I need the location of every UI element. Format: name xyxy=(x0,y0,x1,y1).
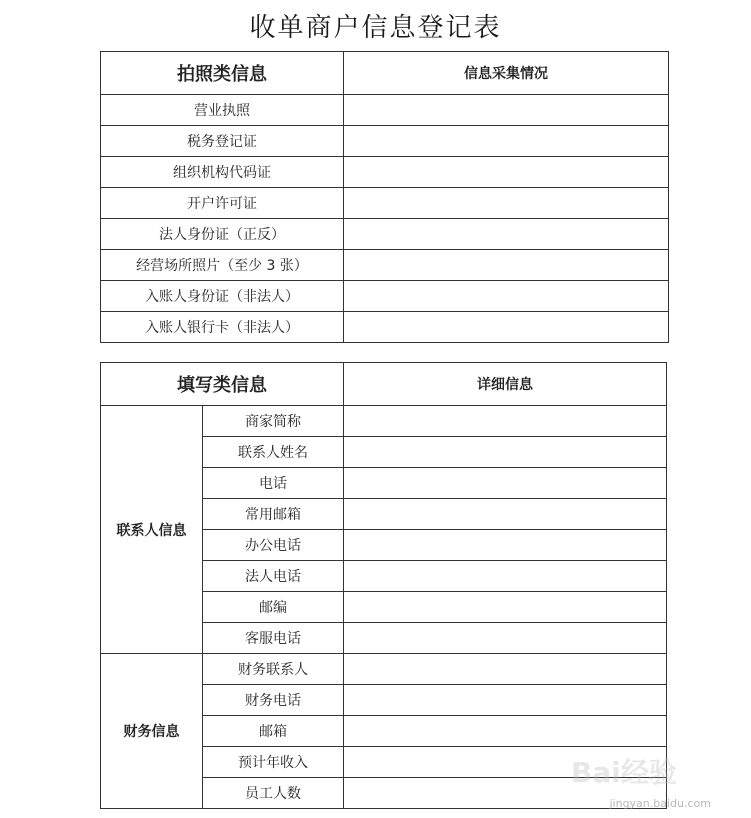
field-value-cell[interactable] xyxy=(344,406,667,437)
field-label: 客服电话 xyxy=(203,623,344,654)
watermark-subtext: jingyan.baidu.com xyxy=(609,797,711,810)
photo-item-label: 入账人身份证（非法人） xyxy=(101,281,344,312)
field-value-cell[interactable] xyxy=(344,561,667,592)
table-row xyxy=(101,281,669,312)
field-label: 联系人姓名 xyxy=(203,437,344,468)
table-row xyxy=(101,654,667,685)
photo-header-right: 信息采集情况 xyxy=(344,52,669,95)
field-label: 邮箱 xyxy=(203,716,344,747)
photo-item-label: 税务登记证 xyxy=(101,126,344,157)
table-row xyxy=(101,250,669,281)
photo-item-label: 开户许可证 xyxy=(101,188,344,219)
photo-item-value-cell[interactable] xyxy=(344,126,669,157)
field-label: 商家简称 xyxy=(203,406,344,437)
fill-header-right: 详细信息 xyxy=(344,363,667,406)
photo-item-label: 经营场所照片（至少 3 张） xyxy=(101,250,344,281)
table-row xyxy=(101,126,669,157)
field-label: 员工人数 xyxy=(203,778,344,809)
photo-item-value-cell[interactable] xyxy=(344,312,669,343)
photo-item-label: 营业执照 xyxy=(101,95,344,126)
fill-header-left: 填写类信息 xyxy=(101,363,344,406)
field-value-cell[interactable] xyxy=(344,592,667,623)
table-header-row xyxy=(101,363,667,406)
field-value-cell[interactable] xyxy=(344,499,667,530)
table-row xyxy=(101,95,669,126)
table-row xyxy=(101,406,667,437)
group-label-contact: 联系人信息 xyxy=(101,406,203,654)
field-value-cell[interactable] xyxy=(344,437,667,468)
field-value-cell[interactable] xyxy=(344,685,667,716)
field-value-cell[interactable] xyxy=(344,468,667,499)
table-row xyxy=(101,157,669,188)
field-value-cell[interactable] xyxy=(344,623,667,654)
photo-item-value-cell[interactable] xyxy=(344,157,669,188)
group-label-finance: 财务信息 xyxy=(101,654,203,809)
field-label: 电话 xyxy=(203,468,344,499)
photo-header-left: 拍照类信息 xyxy=(101,52,344,95)
photo-info-table xyxy=(100,51,669,343)
field-value-cell[interactable] xyxy=(344,654,667,685)
photo-item-value-cell[interactable] xyxy=(344,250,669,281)
photo-item-value-cell[interactable] xyxy=(344,281,669,312)
field-value-cell[interactable] xyxy=(344,530,667,561)
photo-item-label: 法人身份证（正反） xyxy=(101,219,344,250)
field-value-cell[interactable] xyxy=(344,747,667,778)
field-label: 财务电话 xyxy=(203,685,344,716)
field-label: 法人电话 xyxy=(203,561,344,592)
field-label: 预计年收入 xyxy=(203,747,344,778)
photo-item-value-cell[interactable] xyxy=(344,188,669,219)
field-label: 邮编 xyxy=(203,592,344,623)
fill-info-table xyxy=(100,362,667,809)
table-row xyxy=(101,219,669,250)
field-label: 办公电话 xyxy=(203,530,344,561)
photo-item-value-cell[interactable] xyxy=(344,219,669,250)
field-label: 常用邮箱 xyxy=(203,499,344,530)
photo-item-label: 入账人银行卡（非法人） xyxy=(101,312,344,343)
table-row xyxy=(101,188,669,219)
field-label: 财务联系人 xyxy=(203,654,344,685)
field-value-cell[interactable] xyxy=(344,716,667,747)
table-header-row xyxy=(101,52,669,95)
watermark-text: Bai经验 xyxy=(571,756,677,789)
page-title: 收单商户信息登记表 xyxy=(249,13,502,43)
photo-item-value-cell[interactable] xyxy=(344,95,669,126)
photo-item-label: 组织机构代码证 xyxy=(101,157,344,188)
table-row xyxy=(101,312,669,343)
